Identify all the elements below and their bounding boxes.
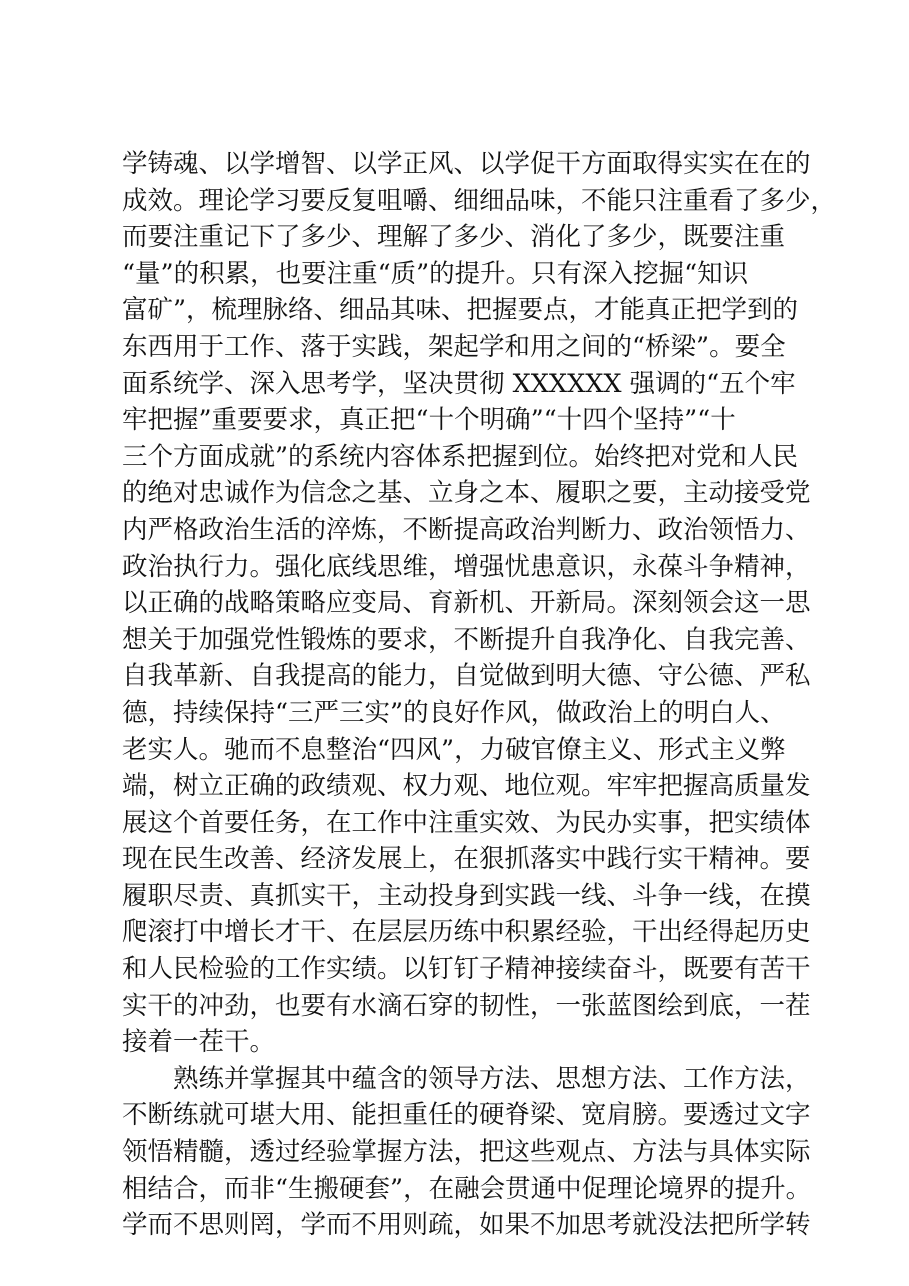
text-line: 实干的冲劲，也要有水滴石穿的韧性，一张蓝图绘到底，一茬	[122, 990, 811, 1021]
text-line: 想关于加强党性锻炼的要求，不断提升自我净化、自我完善、	[122, 624, 811, 655]
text-line: 端，树立正确的政绩观、权力观、地位观。牢牢把握高质量发	[122, 771, 811, 802]
text-line: 内严格政治生活的淬炼，不断提高政治判断力、政治领悟力、	[122, 514, 811, 545]
text-line: 接着一茬干。	[122, 1027, 276, 1058]
text-line: 东西用于工作、落于实践，架起学和用之间的“桥梁”。要全	[122, 331, 786, 362]
text-line: 老实人。驰而不息整治“四风”，力破官僚主义、形式主义弊	[122, 734, 786, 765]
text-line: 以正确的战略策略应变局、育新机、开新局。深刻领会这一思	[122, 588, 811, 619]
text-line: 领悟精髓，透过经验掌握方法，把这些观点、方法与具体实际	[122, 1137, 811, 1168]
text-line: 的绝对忠诚作为信念之基、立身之本、履职之要，主动接受党	[122, 478, 811, 509]
text-line: 政治执行力。强化底线思维，增强忧患意识，永葆斗争精神，	[122, 551, 811, 582]
text-line: 学而不思则罔，学而不用则疏，如果不加思考就没法把所学转	[122, 1210, 811, 1241]
text-line: 和人民检验的工作实绩。以钉钉子精神接续奋斗，既要有苦干	[122, 954, 811, 985]
text-line: 履职尽责、真抓实干，主动投身到实践一线、斗争一线，在摸	[122, 880, 811, 911]
text-line: 牢把握”重要要求，真正把“十个明确”“十四个坚持”“十	[122, 405, 736, 436]
text-line: 成效。理论学习要反复咀嚼、细细品味，不能只注重看了多少，	[122, 185, 837, 216]
text-line: “量”的积累，也要注重“质”的提升。只有深入挖掘“知识	[122, 258, 749, 289]
text-line: 爬滚打中增长才干、在层层历练中积累经验，干出经得起历史	[122, 917, 811, 948]
body-text	[122, 146, 837, 1244]
text-line: 德，持续保持“三严三实”的良好作风，做政治上的明白人、	[122, 697, 786, 728]
text-line: 学铸魂、以学增智、以学正风、以学促干方面取得实实在在的	[122, 149, 811, 179]
text-line: 自我革新、自我提高的能力，自觉做到明大德、守公德、严私	[122, 661, 811, 692]
text-line: 展这个首要任务，在工作中注重实效、为民办实事，把实绩体	[122, 807, 811, 838]
text-line: 三个方面成就”的系统内容体系把握到位。始终把对党和人民	[122, 441, 799, 472]
text-line: 而要注重记下了多少、理解了多少、消化了多少，既要注重	[122, 222, 786, 253]
text-line: 相结合，而非“生搬硬套”，在融会贯通中促理论境界的提升。	[122, 1173, 812, 1204]
text-line: 富矿”，梳理脉络、细品其味、把握要点，才能真正把学到的	[122, 295, 799, 326]
text-line: 不断练就可堪大用、能担重任的硬脊梁、宽肩膀。要透过文字	[122, 1100, 811, 1131]
paragraph-start-line: 熟练并掌握其中蕴含的领导方法、思想方法、工作方法，	[173, 1063, 811, 1094]
text-line: 现在民生改善、经济发展上，在狠抓落实中践行实干精神。要	[122, 844, 811, 875]
text-line: 面系统学、深入思考学，坚决贯彻 XXXXXX 强调的“五个牢	[122, 368, 796, 399]
